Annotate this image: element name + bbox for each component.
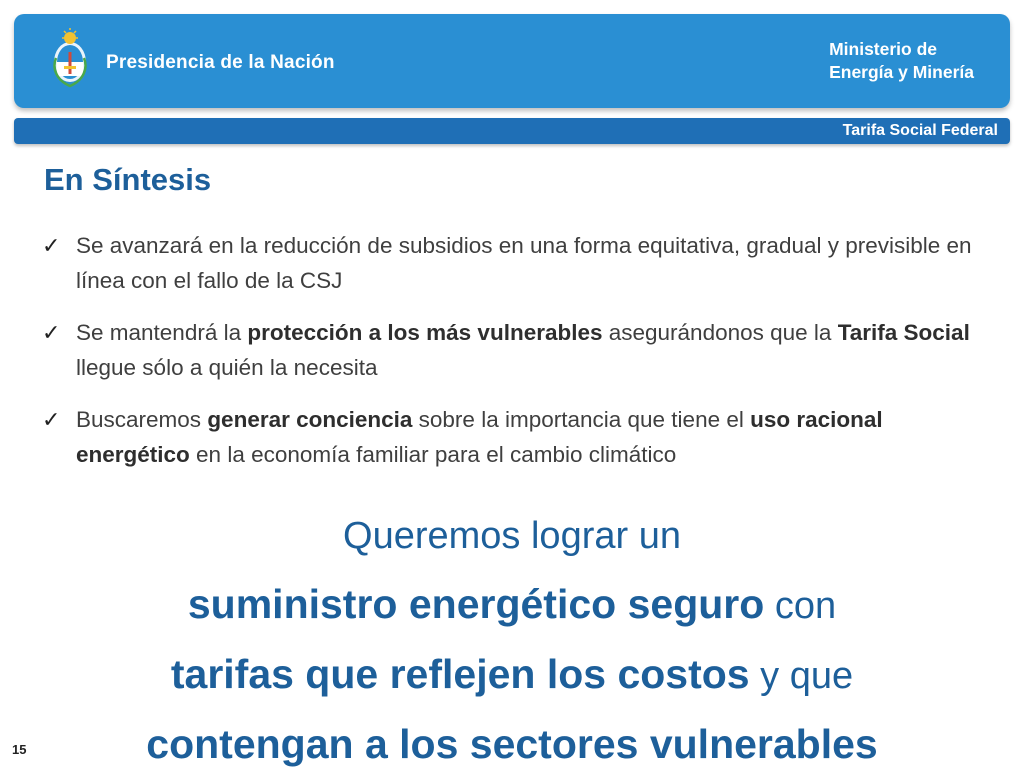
bullet-text: asegurándonos que la <box>602 320 838 345</box>
closing-line-2-bold: suministro energético seguro <box>187 581 765 627</box>
checkmark-icon: ✓ <box>42 320 61 345</box>
closing-line-1-text: Queremos lograr un <box>343 515 681 557</box>
bullet-list <box>42 228 982 489</box>
bullet-item <box>42 315 982 385</box>
page-number: 15 <box>12 742 27 757</box>
subheader-bar <box>14 118 1010 144</box>
closing-line-3-rest: y que <box>749 655 854 697</box>
presidencia-title: Presidencia de la Nación <box>106 52 335 73</box>
bullet-emphasis-text: protección a los más vulnerables <box>247 320 603 345</box>
closing-statement <box>0 502 1024 780</box>
bullet-emphasis-text: uso racional energético <box>76 407 883 467</box>
bullet-item <box>42 402 982 472</box>
bullet-text: sobre la importancia que tiene el <box>412 407 751 432</box>
bullet-text: llegue sólo a quién la necesita <box>76 355 378 380</box>
checkmark-icon: ✓ <box>42 233 61 258</box>
bullet-emphasis-text: generar conciencia <box>207 407 413 432</box>
bullet-item <box>42 228 982 298</box>
closing-line-4 <box>0 710 1024 780</box>
closing-line-3 <box>0 640 1024 710</box>
bullet-text: Buscaremos <box>76 407 208 432</box>
ministerio-line1: Ministerio de <box>829 39 938 59</box>
bullet-text: Se mantendrá la <box>76 320 248 345</box>
checkmark-icon: ✓ <box>42 407 61 432</box>
closing-line-2 <box>0 570 1024 640</box>
closing-line-2-rest: con <box>764 585 837 627</box>
closing-line-1 <box>0 502 1024 570</box>
header-banner <box>14 14 1010 108</box>
closing-line-4-bold: contengan a los sectores vulnerables <box>146 721 878 767</box>
closing-line-3-bold: tarifas que reflejen los costos <box>170 651 750 697</box>
bullet-text: en la economía familiar para el cambio climático <box>189 442 677 467</box>
bullet-text: Se avanzará en la reducción de subsidios en una forma equitativa, gradual y previsible en línea con el fallo de la CSJ <box>76 233 972 293</box>
ministerio-title <box>829 38 974 84</box>
section-title: En Síntesis <box>44 162 212 197</box>
subheader-label: Tarifa Social Federal <box>842 122 998 139</box>
ministerio-line2: Energía y Minería <box>829 62 974 82</box>
bullet-emphasis-text: Tarifa Social <box>837 320 970 345</box>
argentina-coat-of-arms-icon <box>52 28 88 92</box>
